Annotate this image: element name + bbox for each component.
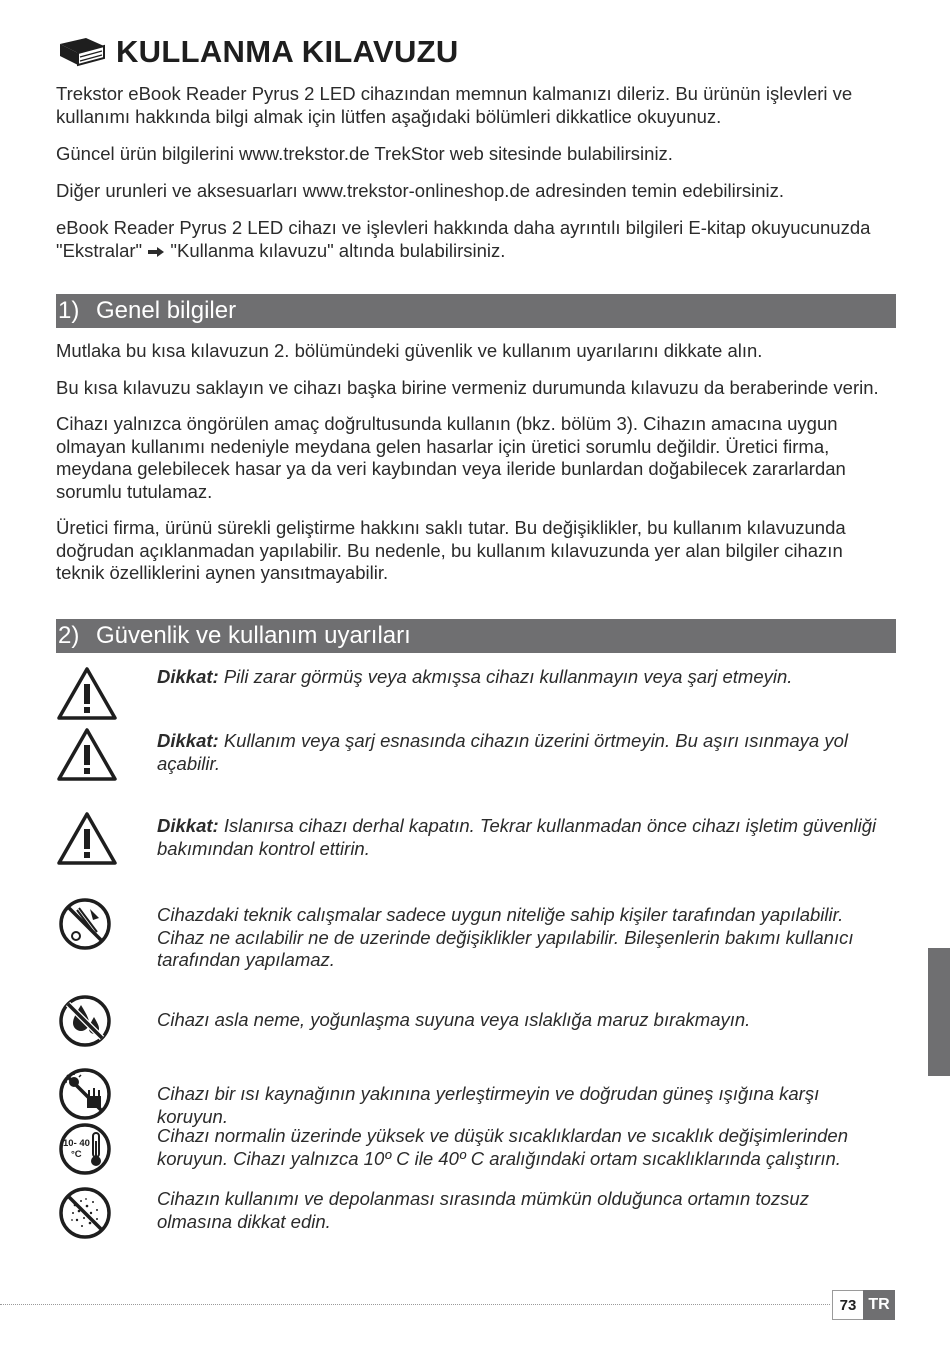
warning-triangle-icon	[56, 666, 118, 722]
warning-body: Cihazı normalin üzerinde yüksek ve düşük sıcaklıklardan ve sıcaklık değişimlerinden koruyun. Cihazı yalnızca 10º C ile 40º C aralığındaki ortam sıcaklıklarında çalıştırın.	[157, 1125, 848, 1169]
warning-text	[157, 1188, 877, 1233]
no-tools-icon	[57, 896, 113, 952]
intro-paragraph-part: eBook Reader Pyrus 2 LED cihazı ve işlevleri hakkında daha ayrıntılı bilgileri E-kitap okuyucunuzda "Ekstralar"	[56, 217, 871, 261]
warning-text	[157, 904, 877, 972]
intro-paragraph-part: "Kullanma kılavuzu" altında bulabilirsiniz.	[170, 240, 506, 261]
warning-body: Islanırsa cihazı derhal kapatın. Tekrar kullanmadan önce cihazı işletim güvenliği bakımından kontrol ettirin.	[157, 815, 877, 859]
intro-paragraph: Trekstor eBook Reader Pyrus 2 LED cihazından memnun kalmanızı dileriz. Bu ürünün işlevleri ve kullanımı hakkında bilgi almak için lütfen aşağıdaki bölümleri dikkatlice okuyunuz.	[56, 83, 853, 127]
side-language-tab	[928, 948, 950, 1076]
temperature-range-text: 10- 40	[63, 1138, 90, 1149]
warning-body: Pili zarar görmüş veya akmışsa cihazı kullanmayın veya şarj etmeyin.	[218, 666, 793, 687]
warning-text	[157, 1125, 877, 1170]
arrow-right-icon	[147, 246, 165, 258]
warning-body: Kullanım veya şarj esnasında cihazın üzerini örtmeyin. Bu aşırı ısınmaya yol açabilir.	[157, 730, 848, 774]
section-title: Güvenlik ve kullanım uyarıları	[96, 622, 411, 649]
no-moisture-icon	[57, 993, 113, 1049]
warning-label: Dikkat:	[157, 730, 219, 751]
warning-body: Cihazın kullanımı ve depolanması sırasında mümkün olduğunca ortamın tozsuz olmasına dikkat edin.	[157, 1188, 809, 1232]
warning-text	[157, 666, 877, 689]
intro-paragraph	[56, 216, 896, 262]
paragraph: Bu kısa kılavuzu saklayın ve cihazı başka birine vermeniz durumunda kılavuzu da beraberinde verin.	[56, 376, 879, 398]
book-icon	[56, 36, 108, 68]
warning-text	[157, 730, 877, 775]
section-number: 1)	[58, 297, 80, 324]
intro-paragraph: Güncel ürün bilgilerini www.trekstor.de TrekStor web sitesinde bulabilirsiniz.	[56, 143, 673, 164]
warning-text	[157, 1009, 877, 1032]
no-dust-icon	[57, 1185, 113, 1241]
footer-divider	[0, 1304, 830, 1305]
language-badge: TR	[863, 1290, 895, 1320]
paragraph: Mutlaka bu kısa kılavuzun 2. bölümündeki güvenlik ve kullanım uyarılarını dikkate alın.	[56, 340, 763, 361]
warning-text	[157, 815, 877, 860]
paragraph: Üretici firma, ürünü sürekli geliştirme hakkını saklı tutar. Bu değişiklikler, bu kullanım kılavuzunda doğrudan açıklanmadan yapılabilir. Bu nedenle, bu kullanım kılavuzunda yer alan bilgiler cihazın teknik özelliklerini aynen yansıtmayabilir.	[56, 517, 846, 583]
warning-triangle-icon	[56, 727, 118, 783]
warning-body: Cihazı bir ısı kaynağının yakınına yerleştirmeyin ve doğrudan güneş ışığına karşı koruyun.	[157, 1083, 820, 1127]
warning-triangle-icon	[56, 811, 118, 867]
page-number: 73	[832, 1290, 864, 1320]
intro-paragraph: Diğer urunleri ve aksesuarları www.trekstor-onlineshop.de adresinden temin edebilirsiniz.	[56, 180, 785, 201]
warning-label: Dikkat:	[157, 666, 219, 687]
section-header-safety	[56, 619, 896, 653]
warning-body: Cihazdaki teknik calışmalar sadece uygun niteliğe sahip kişiler tarafından yapılabilir. Cihaz ne acılabilir ne de uzerinde değişiklikler yapılabilir. Bileşenlerin bakımı kullanıcı tarafından yapılamaz.	[157, 904, 854, 970]
warning-text	[157, 1083, 877, 1128]
no-heat-sun-icon	[57, 1066, 113, 1122]
page-header	[56, 32, 459, 72]
section-header-general	[56, 294, 896, 328]
warning-body: Cihazı asla neme, yoğunlaşma suyuna veya ıslaklığa maruz bırakmayın.	[157, 1009, 751, 1030]
paragraph: Cihazı yalnızca öngörülen amaç doğrultusunda kullanın (bkz. bölüm 3). Cihazın amacına uygun olmayan kullanımı nedeniyle meydana gelen hasarlar için üretici sorumlu değildir. Üretici firma, meydana gelebilecek hasar ya da veri kaybından veya ileride bunlardan doğabilecek zararlardan sorumlu tutulamaz.	[56, 413, 846, 502]
section-general-body	[56, 340, 896, 599]
section-title: Genel bilgiler	[96, 297, 237, 324]
page-title: KULLANMA KILAVUZU	[116, 34, 459, 69]
temperature-circle-icon	[57, 1121, 113, 1177]
warning-label: Dikkat:	[157, 815, 219, 836]
section-number: 2)	[58, 622, 80, 649]
temperature-unit-text: °C	[71, 1149, 82, 1160]
intro-text	[56, 82, 896, 276]
temperature-range-icon	[57, 1121, 113, 1177]
